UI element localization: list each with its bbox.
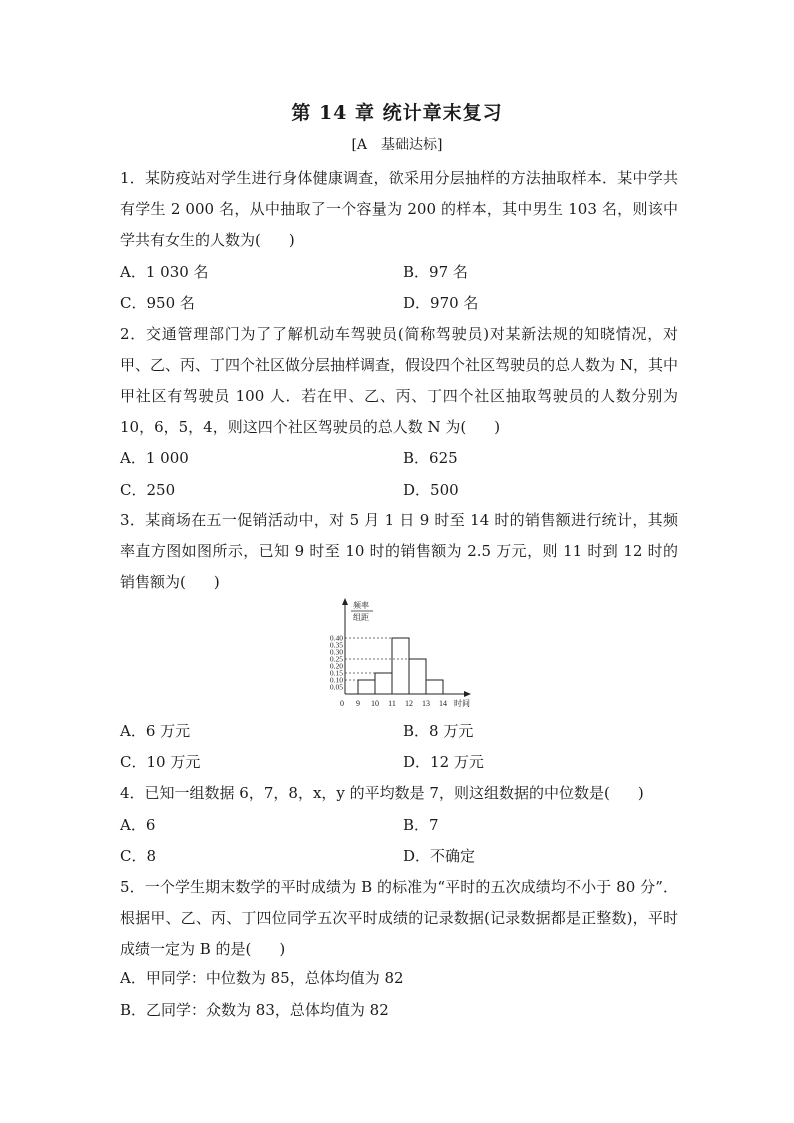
x-tick-label: 9 [356,699,360,708]
histogram-bar-0 [358,680,375,694]
origin-label: 0 [340,699,344,708]
q4-option-d[interactable]: D．不确定 [403,847,476,865]
q4-option-a[interactable]: A．6 [120,816,156,834]
y-tick-label: 0.30 [329,647,343,657]
q2-option-a[interactable]: A．1 000 [120,449,189,467]
y-tick-label: 0.05 [329,682,343,692]
x-tick-label: 13 [422,699,430,708]
frequency-histogram [315,598,485,714]
x-tick-label: 14 [439,699,447,708]
question-4-paren: ) [637,784,644,802]
q2-option-d[interactable]: D．500 [403,481,459,499]
x-axis-arrow [464,691,471,697]
x-tick-label: 11 [388,699,396,708]
section-label: [A 基础达标] [351,137,443,153]
question-5 [120,872,678,965]
q4-option-b[interactable]: B．7 [403,816,439,834]
x-tick-label: 12 [405,699,413,708]
q5-option-b[interactable]: B．乙同学：众数为 83，总体均值为 82 [120,1001,389,1019]
question-2-stem: 2．交通管理部门为了了解机动车驾驶员(简称驾驶员)对某新法规的知晓情况，对甲、乙、丙、丁四个社区做分层抽样调查，假设四个社区驾驶员的总人数为 N，其中甲社区有驾驶员 100 人．若在甲、乙、丙、丁四个社区抽取驾驶员的人数分别为 10，6，5，4，则这四个社区驾驶员的总人数 N 为( [120,325,678,436]
q3-option-d[interactable]: D．12 万元 [403,753,484,771]
y-tick-label: 0.35 [329,640,343,650]
question-3-stem: 3．某商场在五一促销活动中，对 5 月 1 日 9 时至 14 时的销售额进行统计，其频率直方图如图所示，已知 9 时至 10 时的销售额为 2.5 万元，则 11 时到 12 时的销售额为( [120,511,678,591]
q3-option-b[interactable]: B．8 万元 [403,722,474,740]
q2-option-c[interactable]: C．250 [120,481,176,499]
histogram-bar-2 [392,638,409,694]
histogram-bar-4 [426,680,443,694]
q1-option-a[interactable]: A．1 030 名 [120,263,209,281]
histogram-bar-1 [375,673,392,694]
q4-option-c[interactable]: C．8 [120,847,157,865]
y-tick-label: 0.25 [329,654,343,664]
question-1-paren: ) [288,231,295,249]
question-1 [120,163,678,256]
q3-option-a[interactable]: A．6 万元 [120,722,191,740]
question-3 [120,505,678,598]
question-2-paren: ) [494,418,501,436]
question-5-stem: 5．一个学生期末数学的平时成绩为 B 的标准为“平时的五次成绩均不小于 80 分”．根据甲、乙、丙、丁四位同学五次平时成绩的记录数据(记录数据都是正整数)，平时成绩一定为 B 的是( [120,878,678,958]
q1-option-c[interactable]: C．950 名 [120,294,195,312]
q1-option-b[interactable]: B．97 名 [403,263,468,281]
y-tick-label: 0.20 [329,661,343,671]
question-1-stem: 1．某防疫站对学生进行身体健康调查，欲采用分层抽样的方法抽取样本．某中学共有学生 2 000 名，从中抽取了一个容量为 200 的样本，其中男生 103 名，则该中学共有女生的人数为( [120,169,678,249]
page-title: 第 14 章 统计章末复习 [291,102,503,124]
question-4 [120,778,678,809]
question-3-paren: ) [213,573,220,591]
q1-option-d[interactable]: D．970 名 [403,294,479,312]
y-tick-label: 0.40 [329,633,343,643]
histogram-bar-3 [409,659,426,694]
question-5-paren: ) [279,940,286,958]
q5-option-a[interactable]: A．甲同学：中位数为 85，总体均值为 82 [120,969,404,987]
y-axis-label-top: 频率 [353,601,369,610]
question-2 [120,319,678,443]
y-axis-arrow [342,598,348,605]
x-tick-label: 10 [371,699,379,708]
y-tick-label: 0.10 [329,675,343,685]
y-tick-label: 0.15 [329,668,343,678]
question-4-stem: 4．已知一组数据 6，7，8，x，y 的平均数是 7，则这组数据的中位数是( [120,784,610,802]
q3-option-c[interactable]: C．10 万元 [120,753,201,771]
x-axis-label: 时间 [454,699,470,708]
y-axis-label-bottom: 组距 [353,613,369,622]
q2-option-b[interactable]: B．625 [403,449,458,467]
